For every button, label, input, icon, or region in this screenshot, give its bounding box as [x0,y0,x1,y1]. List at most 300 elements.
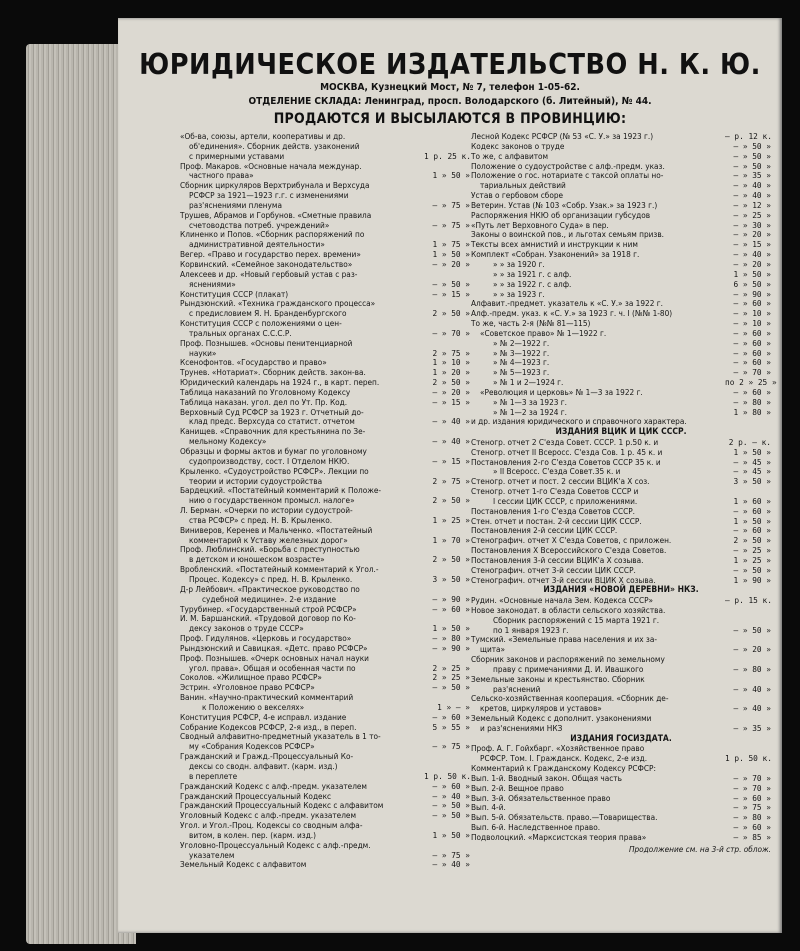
entry-price: — » 80 » [733,664,771,674]
entry-title: с примерными уставами [189,150,285,161]
entry-price: — » 10 » [733,319,771,329]
entry-price: 1 » 90 » [733,575,771,585]
entry-title: Комплект «Собран. Узаконений» за 1918 г. [471,249,640,260]
entry-price: — » 15 » [432,289,470,299]
entry-title: Трунев. «Нотариат». Сборник действ. закон-ва. [180,367,366,378]
entry-title: Сборник распоряжений с 15 марта 1921 г. [493,614,660,625]
entry-price: — » 75 » [432,220,470,230]
entry-price: — » 50 » [733,565,771,575]
entry-price: — » 40 » [733,191,771,201]
entry-price: — » 90 » [432,643,470,653]
entry-title: частного права» [189,170,254,181]
entry-title: И. М. Баршанский. «Трудовой договор по Ко- [180,613,356,624]
entry-title: То же, часть 2-я (№№ 81—115) [471,318,591,329]
entry-price: — » 60 » [733,348,771,358]
entry-price: — » 40 » [733,704,771,714]
entry-price: — » 80 » [733,397,771,407]
entry-title: Проф. Макаров. «Основные начала междунар. [180,160,362,171]
entry-title: и др. издания юридического и справочного характера. [471,416,687,427]
entry-title: в детском и юношеском возрасте» [189,554,325,565]
entry-price: — » 50 » [733,141,771,151]
entry-title: Турубинер. «Государственный строй РСФСР» [180,603,357,614]
entry-title: Положение о гос. нотариате с таксой оплаты но- [471,170,664,181]
entry-price: — » 30 » [733,220,771,230]
entry-price [424,506,470,516]
entry-title: Виниверов, Керенев и Мальченко. «Постатейный [180,524,373,535]
entry-price [725,635,771,645]
entry-price: — » 60 » [733,506,771,516]
entry-price [424,693,470,703]
entry-price: 2 » 50 » [432,496,470,506]
entry-price: — » 20 » [733,259,771,269]
entry-price [424,211,470,221]
entry-price: 1 » 50 » [733,269,771,279]
entry-price: — » 70 » [733,783,771,793]
entry-title: Соколов. «Жилищное право РСФСР» [180,672,322,683]
entry-price: 6 » 50 » [733,279,771,289]
entry-title: клад предс. Верхсуда со статист. отчетом [189,416,355,427]
entry-title: Ксенофонтов. «Государство и право» [180,357,327,368]
entry-title: Проф. А. Г. Гойхбарг. «Хозяйственное право [471,743,645,754]
entry-title: » » за 1923 г. [493,288,545,299]
entry-price: — » 10 » [733,309,771,319]
entry-price: — » 40 » [432,860,470,870]
entry-title: Вегер. «Право и государство перех. времени» [180,249,361,260]
entry-title: Конституция СССР с положениями о цен- [180,318,342,329]
entry-price: 1 » 50 » [432,830,470,840]
entry-title: Эстрин. «Уголовное право РСФСР» [180,682,315,693]
entry-title: » » за 1922 г. с алф. [493,278,572,289]
entry-title: Вып. 6-й. Наследственное право. [471,822,601,833]
entry-title: Алфавит.-предмет. указатель к «С. У.» за 1922 г. [471,298,663,309]
entry-price [424,841,470,851]
entry-price: — » 80 » [432,634,470,644]
entry-price: 1 р. 25 к. [424,151,471,161]
entry-price: 1 » 50 » [432,250,470,260]
entry-title: РСФСР. Том. I. Гражданск. Кодекс, 2-е изд. [480,753,648,764]
entry-price: 1 » 50 » [432,624,470,634]
entry-title: яснениями» [189,278,236,289]
entry-title: Постановления 2-й сессии ЦИК СССР. [471,525,618,536]
entry-price: — » 40 » [733,250,771,260]
entry-title: » № 1 и 2—1924 г. [493,377,564,388]
entry-price: 2 » 25 » [432,663,470,673]
entry-title: Проф. Познышев. «Очерк основных начал науки [180,652,369,663]
entry-title: Собрание Кодексов РСФСР, 2-я изд., в переп. [180,721,357,732]
entry-price: 3 » 50 » [432,574,470,584]
entry-price: 1 » 20 » [432,368,470,378]
entry-title: Вробленский. «Постатейный комментарий к Угол.- [180,564,379,575]
catalog-entry-line [471,635,771,645]
entry-price: — » 60 » [733,299,771,309]
entry-title: Лесной Кодекс РСФСР (№ 53 «С. У.» за 1923 г.) [471,131,654,141]
entry-price [725,675,771,685]
entry-title: Бардецкий. «Постатейный комментарий к Положе- [180,485,382,496]
entry-title: Конституция РСФСР, 4-е исправл. издание [180,711,347,722]
entry-price [725,694,771,704]
entry-price: 3 » 50 » [733,477,771,487]
entry-price [424,545,470,555]
entry-price [725,606,771,616]
entry-title: I сессии ЦИК СССР, с приложениями. [493,495,638,506]
entry-title: Стеногр. отчет II Всеросс. С'езда Сов. 1 р. 45 к. и [471,446,663,457]
entry-title: Стеногр. отчет и пост. 2 сессии ВЦИК'а X соз. [471,476,650,487]
entry-price: — » 25 » [733,546,771,556]
entry-title: » » за 1920 г. [493,258,545,269]
entry-title: Верховный Суд РСФСР за 1923 г. Отчетный до- [180,406,364,417]
catalog-entry-line [471,833,771,843]
entry-price [424,614,470,624]
entry-title: к Положению о векселях» [202,701,305,712]
section-heading: ИЗДАНИЯ «НОВОЙ ДЕРЕВНИ» НКЗ. [543,585,699,596]
entry-price: — » 75 » [432,742,470,752]
entry-price: — » 20 » [432,387,470,397]
entry-title: Стенографич. отчет X С'езда Советов, с приложен. [471,535,672,546]
entry-price: — » 20 » [733,230,771,240]
entry-price [424,654,470,664]
entry-title: раз'яснениями пленума [189,199,282,210]
entry-title: То же, с алфавитом [471,150,549,161]
entry-price [424,486,470,496]
catalog-entry-line [180,860,470,870]
entry-price: — » 40 » [733,181,771,191]
entry-title: Ванин. «Научно-практический комментарий [180,692,354,703]
entry-title: тральных органах С.С.С.Р. [189,327,292,338]
entry-title: Вып. 3-й. Обязательственное право [471,792,611,803]
entry-title: нию о государственном промысл. налоге» [189,495,355,506]
entry-price: — » 50 » [432,683,470,693]
entry-price: — » 70 » [733,773,771,783]
entry-title: Гражданский Процессуальный Кодекс [180,790,332,801]
entry-price: 2 » 50 » [432,378,470,388]
entry-price: — » 15 » [733,240,771,250]
entry-price: 1 » 60 » [733,496,771,506]
entry-title: Кодекс законов о труде [471,140,565,151]
entry-title: Сельско-хозяйственная кооперация. «Сборник де- [471,693,669,704]
entry-title: Постановления 2-го С'езда Советов СССР 35 к. и [471,456,661,467]
entry-title: счетоводства потреб. учреждений» [189,219,330,230]
entry-title: Канищев. «Справочник для крестьянина по Зе- [180,426,366,437]
entry-price: 1 » — » [437,702,470,712]
entry-title: Стенографич. отчет 3-й сессии ВЦИК X созыва. [471,574,656,585]
entry-title: Вып. 5-й. Обязательств. право.—Товарищества. [471,812,658,823]
entry-title: «Путь лет Верховного Суда» в пер. [471,219,609,230]
entry-title: Рудин. «Основные начала Зем. Кодекса СССР» [471,594,654,605]
entry-title: Алексеев и др. «Новый гербовый устав с раз- [180,268,358,279]
entry-title: щита» [480,644,506,655]
entry-title: Таблица наказан. угол. дел по Ут. Пр. Код. [180,396,348,407]
entry-title: Законы о воинской пов., и льготах семьям призв. [471,229,665,240]
entry-price [725,487,771,497]
entry-title: Сборник циркуляров Верхтрибунала и Верхсуда [180,180,370,191]
entry-title: Таблица наказаний по Уголовному Кодексу [180,386,351,397]
entry-price [424,427,470,437]
entry-price: — » 50 » [733,151,771,161]
entry-price: 2 » 50 » [733,536,771,546]
entry-title: дексу законов о труде СССР» [189,623,304,634]
right-column [471,131,777,855]
entry-price: — » 15 » [432,456,470,466]
entry-title: и раз'яснениями НКЗ [480,722,563,733]
entry-title: Постановления X Всероссийского С'езда Советов. [471,545,667,556]
entry-price: 5 » 55 » [432,722,470,732]
entry-price [424,132,470,142]
entry-title: Вып. 1-й. Вводный закон. Общая часть [471,772,622,783]
entry-price [424,762,470,772]
entry-price: — » 60 » [733,793,771,803]
entry-title: указателем [189,849,235,860]
entry-price: — » 25 » [733,210,771,220]
entry-price: — » 60 » [733,328,771,338]
continuation-note: Продолжение см. на 3-й стр. облож. [628,843,771,854]
entry-title: Тексты всех амнистий и инструкции к ним [471,239,638,250]
entry-title: кретов, циркуляров и уставов» [480,703,602,714]
entry-title: судебной медицине». 2-е издание [202,593,336,604]
entry-title: раз'яснений [493,683,541,694]
entry-price [424,447,470,457]
branch-address: ОТДЕЛЕНИЕ СКЛАДА: Ленинград, просп. Володарского (б. Литейный), № 44. [248,96,652,107]
section-heading: ИЗДАНИЯ ГОСИЗДАТА. [570,733,672,744]
entry-title: дексы со сводн. алфавит. (карм. изд.) [189,761,338,771]
entry-price [424,752,470,762]
entry-price [725,417,771,427]
entry-title: Алф.-предм. указ. к «С. У.» за 1923 г. ч. I (№№ 1-80) [471,308,673,319]
entry-price: — » 40 » [432,791,470,801]
entry-title: Гражданский Кодекс с алф.-предм. указателем [180,780,367,791]
entry-price: — » 75 » [733,803,771,813]
entry-title: Подволоцкий. «Марксистская теория права» [471,831,647,842]
entry-price [424,408,470,418]
entry-title: административной деятельности» [189,239,325,250]
publisher-address: МОСКВА, Кузнецкий Мост, № 7, телефон 1-05-62. [320,82,580,93]
entry-price: — » 45 » [733,467,771,477]
entry-price: — » 35 » [733,723,771,733]
entry-title: теории и истории судоустройства [189,475,323,486]
entry-price: — р. 12 к. [725,132,772,141]
left-column [180,132,470,870]
entry-price: по 2 » 25 » [725,378,777,388]
entry-title: Вып. 4-й. [471,802,506,813]
entry-price [725,616,771,626]
entry-price [725,764,771,774]
entry-price [725,744,771,754]
entry-price: 1 » 50 » [733,447,771,457]
entry-title: Юридический календарь на 1924 г., в карт. переп. [180,377,380,388]
entry-price [424,142,470,152]
entry-price [424,467,470,477]
entry-price: — » 90 » [733,289,771,299]
entry-price: — » 45 » [733,457,771,467]
entry-price: 2 » 50 » [432,555,470,565]
entry-title: праву с примечаниями Д. И. Ивашкого [493,663,644,674]
entry-title: комментарий к Уставу железных дорог» [189,534,348,545]
entry-title: Процес. Кодексу» с пред. Н. В. Крыленко. [189,573,353,584]
entry-price: — » 70 » [432,328,470,338]
entry-price: 1 » 80 » [733,407,771,417]
entry-price: 1 » 25 » [733,555,771,565]
entry-price: 1 р. 50 к. [725,754,772,764]
entry-price: 1 » 50 » [733,516,771,526]
section-heading: ИЗДАНИЯ ВЦИК И ЦИК СССР. [555,427,687,438]
entry-price: — » 50 » [432,279,470,289]
entry-title: Земельные законы и крестьянство. Сборник [471,673,645,684]
entry-price: 2 р. — к. [728,437,771,447]
entry-price: — » 20 » [432,259,470,269]
entry-title: Корвинский. «Семейное законодательство» [180,258,353,269]
entry-price [424,565,470,575]
catalog-headline: ПРОДАЮТСЯ И ВЫСЫЛАЮТСЯ В ПРОВИНЦИЮ: [273,111,627,127]
entry-title: » № 5—1923 г. [493,367,550,378]
entry-title: Рындзюнский. «Техника гражданского процесса» [180,298,376,309]
entry-price: — » 40 » [432,437,470,447]
entry-price [424,732,470,742]
entry-price: — » 50 » [733,625,771,635]
entry-price: — » 12 » [733,200,771,210]
entry-price: — » 80 » [733,813,771,823]
entry-title: ства РСФСР» с пред. Н. В. Крыленко. [189,514,333,525]
entry-title: «Революция и церковь» № 1—3 за 1922 г. [480,386,643,397]
entry-title: Постановления 1-го С'езда Советов СССР. [471,505,636,516]
entry-price: 1 » 10 » [432,358,470,368]
entry-price [424,270,470,280]
entry-title: Рындзюнский и Савицкая. «Детс. право РСФСР» [180,642,368,653]
entry-title: Новое законодат. в области сельского хозяйства. [471,604,666,615]
entry-price: — » 60 » [733,823,771,833]
entry-price: 1 » 75 » [432,240,470,250]
entry-title: Постановления 3-й сессии ВЦИК'а X созыва. [471,554,644,565]
entry-title: об'единения». Сборник действ. узаконений [189,140,360,151]
right-column-lines [471,131,777,843]
entry-title: в переплете [189,770,238,781]
publisher-title: ЮРИДИЧЕСКОЕ ИЗДАТЕЛЬСТВО Н. К. Ю. [139,48,761,81]
entry-price: — » 40 » [733,684,771,694]
entry-price: 2 » 25 » [432,673,470,683]
entry-price: 1 » 70 » [432,535,470,545]
entry-price [424,339,470,349]
catalog-entry-line [180,339,470,349]
entry-title: Земельный Кодекс с дополнит. узаконениями [471,713,652,724]
entry-title: витом, в колен. пер. (карм. изд.) [189,829,316,840]
entry-price: — » 50 » [733,161,771,171]
entry-price [424,299,470,309]
entry-price: — » 60 » [733,338,771,348]
entry-price: 2 » 50 » [432,309,470,319]
entry-title: Распоряжения НКЮ об организации губсудов [471,209,651,220]
entry-price [725,655,771,665]
entry-title: Сборник законов и распоряжений по земельному [471,654,665,665]
entry-price [424,585,470,595]
entry-title: » № 4—1923 г. [493,357,550,368]
entry-title: Стен. отчет и постан. 2-й сессии ЦИК СССР. [471,515,642,526]
entry-title: Устав о гербовом сборе [471,190,564,201]
entry-price [424,821,470,831]
entry-price [725,714,771,724]
entry-title: Конституция СССР (плакат) [180,288,289,299]
entry-title: Ветерин. Устав (№ 103 «Собр. Узак.» за 1923 г.) [471,199,658,210]
entry-title: » № 1—3 за 1923 г. [493,396,567,407]
entry-title: Образцы и формы актов и бумаг по уголовному [180,446,367,456]
entry-price: — » 60 » [432,781,470,791]
entry-title: Вып. 2-й. Вещное право [471,782,564,793]
entry-price [424,181,470,191]
entry-price: — р. 15 к. [725,595,772,605]
entry-title: Сводный алфавитно-предметный указатель в 1 то- [180,731,381,742]
entry-title: » № 3—1922 г. [493,347,550,358]
entry-title: Земельный Кодекс с алфавитом [180,859,307,870]
entry-title: Клиненко и Попов. «Сборник распоряжений по [180,229,365,240]
entry-title: с предисловием Я. Н. Бранденбургского [189,308,347,319]
entry-price: — » 50 » [432,811,470,821]
entry-title: тариальных действий [480,180,566,191]
entry-price: — » 60 » [733,358,771,368]
entry-title: Уголовно-Процессуальный Кодекс с алф.-предм. [180,839,371,850]
entry-title: Гражданский и Гражд.-Процессуальный Ко- [180,751,354,762]
entry-price: 1 р. 50 к. [424,771,471,781]
entry-title: » № 1—2 за 1924 г. [493,406,567,417]
entry-price: — » 15 » [432,397,470,407]
entry-title: по 1 января 1923 г. [493,624,569,635]
entry-title: «Об-ва, союзы, артели, кооперативы и др. [180,131,346,141]
entry-title: Проф. Люблинский. «Борьба с преступностью [180,544,360,555]
entry-price: — » 60 » [432,712,470,722]
entry-title: Проф. Познышев. «Основы пенитенциарной [180,337,353,348]
entry-price: — » 20 » [733,645,771,655]
entry-price: — » 70 » [733,368,771,378]
entry-title: Д-р Лейбович. «Практическое руководство по [180,583,360,594]
catalog-entry-line [471,724,771,734]
entry-title: Л. Берман. «Очерки по истории судоустрой- [180,505,353,516]
entry-title: угол. права». Общая и особенная части по [189,662,356,673]
entry-title: Стеногр. отчет 2 С'езда Совет. СССР. 1 р.50 к. и [471,436,659,447]
entry-title: » II Всеросс. С'езда Совет.35 к. и [493,466,621,477]
entry-price [424,319,470,329]
entry-price: — » 90 » [432,594,470,604]
entry-price: — » 85 » [733,832,771,842]
catalog-entry-line [471,576,771,586]
entry-title: Проф. Гидулянов. «Церковь и государство» [180,633,352,644]
entry-title: » № 2—1922 г. [493,337,550,348]
entry-price [424,526,470,536]
entry-title: Положение о судоустройстве с алф.-предм. указ. [471,160,665,171]
entry-title: Угол. и Угол.-Проц. Кодексы со сводным алфа- [180,820,363,831]
entry-price: — » 40 » [432,417,470,427]
entry-title: Крыленко. «Судоустройство РСФСР». Лекции по [180,465,369,476]
entry-title: Комментарий к Гражданскому Кодексу РСФСР: [471,762,656,773]
entry-price: 1 » 25 » [432,515,470,525]
entry-price: 1 » 50 » [432,171,470,181]
entry-title: Трушев, Абрамов и Горбунов. «Сметные правила [180,209,372,220]
entry-price: 2 » 75 » [432,476,470,486]
entry-title: РСФСР за 1921—1923 г.г. с изменениями [189,190,349,201]
entry-price: — » 60 » [733,526,771,536]
entry-title: Гражданский Процессуальный Кодекс с алфавитом [180,800,384,811]
entry-price [424,191,470,201]
catalog-entry-line [471,794,771,804]
entry-title: Тумский. «Земельные права населения и их за- [471,634,657,645]
entry-price: — » 60 » [432,604,470,614]
entry-title: науки» [189,347,217,358]
entry-title: Стенографич. отчет 3-й сессии ЦИК СССР. [471,564,636,575]
entry-price [424,230,470,240]
entry-price: 2 » 75 » [432,348,470,358]
entry-title: мельному Кодексу» [189,436,267,447]
entry-price: — » 60 » [733,387,771,397]
catalog-page [118,18,782,933]
entry-title: му «Собрания Кодексов РСФСР» [189,741,315,752]
entry-price: — » 35 » [733,171,771,181]
entry-title: судопроизводству, сост. I Отделом НКЮ. [189,455,350,466]
entry-title: Стеногр. отчет 1-го С'езда Советов СССР и [471,486,639,497]
